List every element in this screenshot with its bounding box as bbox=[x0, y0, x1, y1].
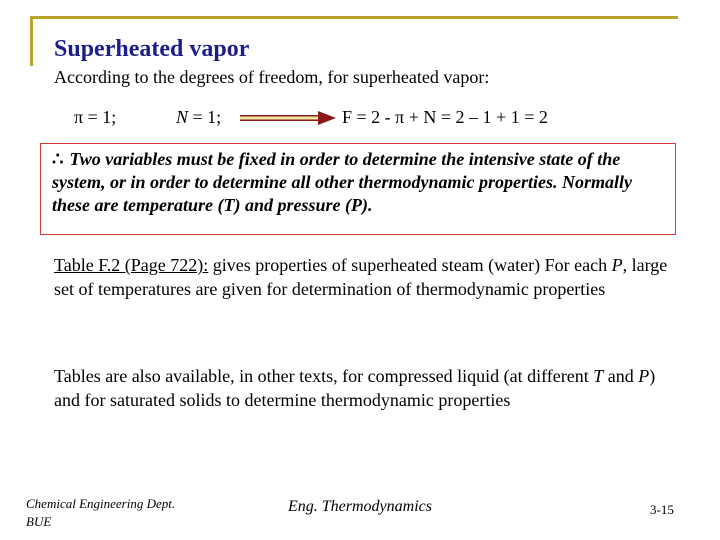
table-reference-paragraph bbox=[54, 253, 674, 301]
conclusion-body: Two variables must be fixed in order to determine the intensive state of the system, or in order to determine all other thermodynamic properties. Normally these are temperature (T) and pressure (P). bbox=[52, 149, 632, 215]
footer-department bbox=[26, 495, 175, 531]
p-variable: P bbox=[611, 255, 623, 275]
frame-top-line bbox=[30, 16, 678, 19]
intro-text: According to the degrees of freedom, for superheated vapor: bbox=[54, 67, 490, 87]
phase-rule-equation: F = 2 - π + N = 2 – 1 + 1 = 2 bbox=[342, 107, 548, 127]
other-tables-paragraph bbox=[54, 364, 674, 412]
table-ref-text-2: , large set of temperatures are given for determination of thermodynamic properties bbox=[54, 255, 668, 299]
right-arrow-icon bbox=[240, 111, 336, 125]
footer-course: Eng. Thermodynamics bbox=[288, 498, 432, 515]
n-variable: N bbox=[176, 107, 189, 127]
other-tables-text-3: ) and for saturated solids to determine thermodynamic properties bbox=[54, 366, 656, 410]
other-tables-text-1: Tables are also available, in other texts, for compressed liquid (at different bbox=[54, 366, 594, 386]
footer-dept-line1: Chemical Engineering Dept. bbox=[26, 496, 176, 511]
p-variable: P bbox=[638, 366, 650, 386]
footer-dept-line2: BUE bbox=[26, 514, 52, 529]
t-variable: T bbox=[593, 366, 604, 386]
frame-left-line bbox=[30, 16, 33, 66]
conclusion-text bbox=[52, 148, 672, 217]
equation-pi: π = 1; bbox=[74, 107, 117, 127]
n-value: = 1; bbox=[188, 107, 222, 127]
table-f2-link[interactable]: Table F.2 (Page 722): bbox=[54, 255, 209, 275]
table-ref-text-1: gives properties of superheated steam (water) For each bbox=[208, 255, 612, 275]
equation-n bbox=[176, 107, 221, 128]
other-tables-text-2: and bbox=[603, 366, 639, 386]
therefore-symbol: ∴ bbox=[52, 149, 64, 169]
slide-title: Superheated vapor bbox=[54, 36, 250, 62]
slide-number: 3-15 bbox=[650, 502, 674, 517]
